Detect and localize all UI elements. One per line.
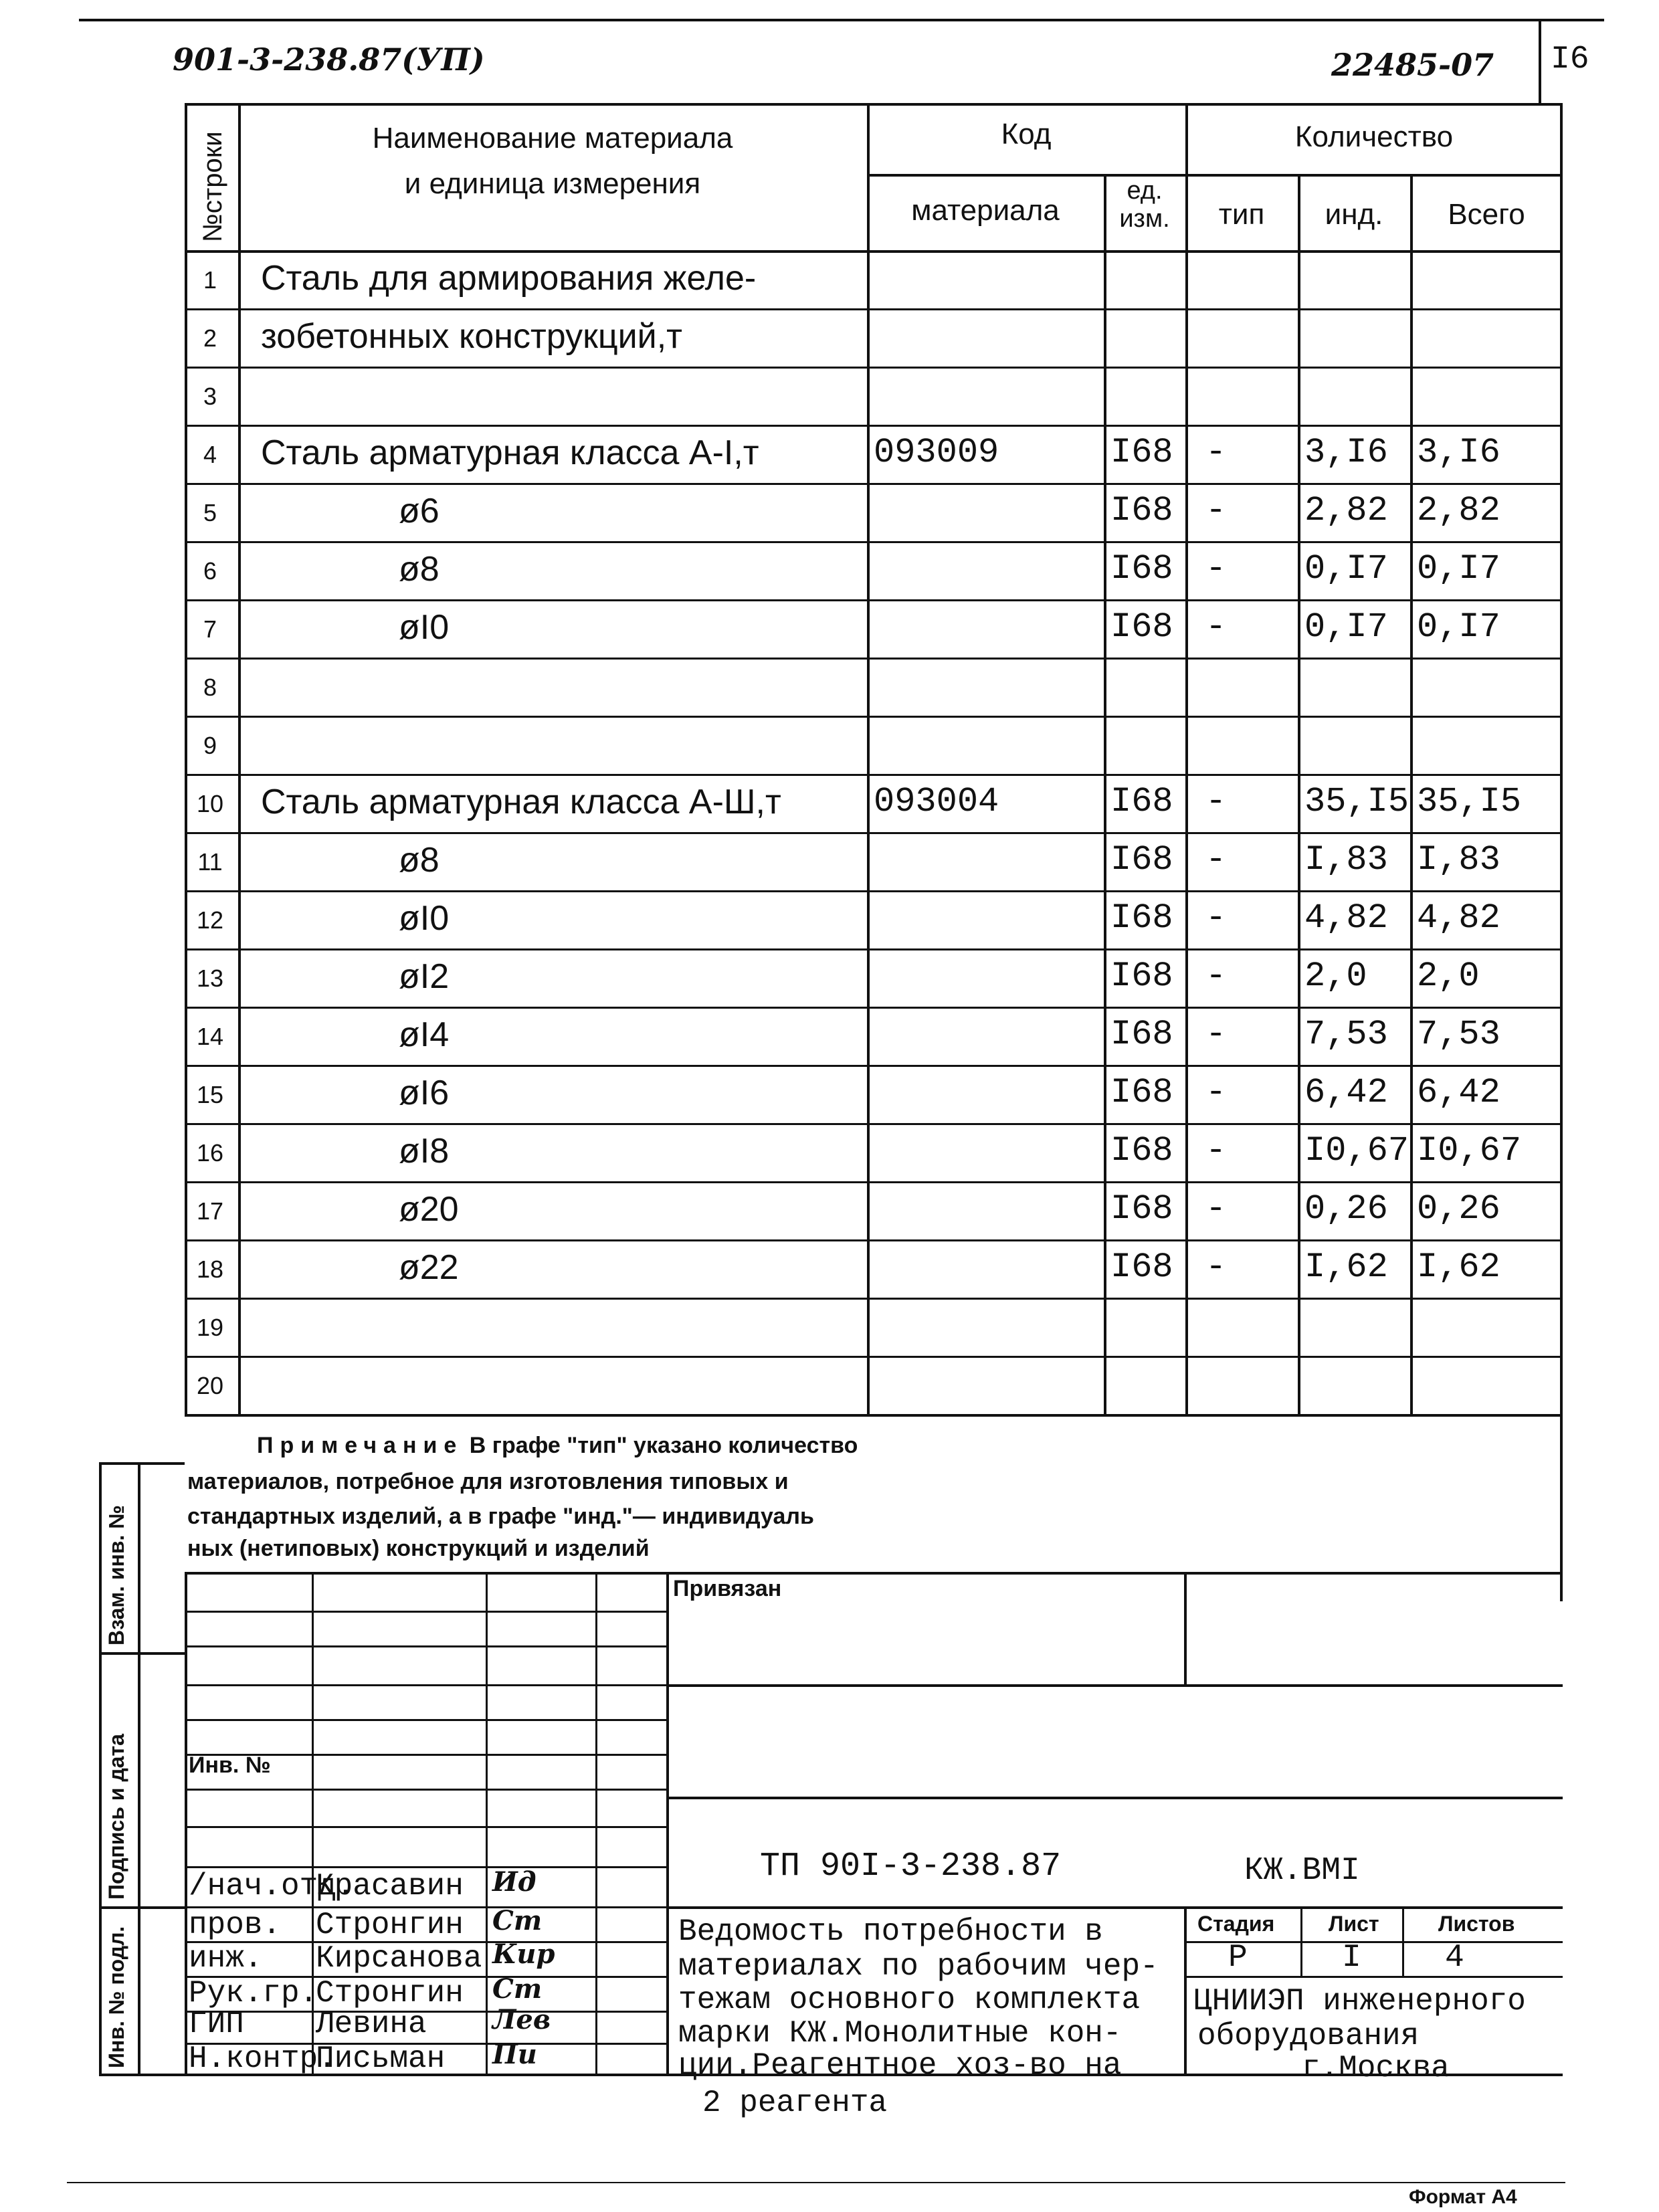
sheet-number-divider — [1539, 19, 1541, 104]
row-number: 10 — [196, 790, 224, 817]
row-material-name: Сталь арматурная класса А-Ш,т — [261, 783, 781, 821]
row-qty-ind: I,62 — [1304, 1247, 1388, 1287]
row-qty-ind: 2,82 — [1304, 491, 1388, 530]
organization-line: г.Москва — [1302, 2051, 1450, 2086]
row-unit-code: I68 — [1110, 549, 1173, 589]
row-qty-ind: 7,53 — [1304, 1015, 1388, 1054]
signer-name: Красавин — [316, 1869, 464, 1904]
row-number: 11 — [197, 848, 223, 876]
col-header-code-material: материала — [911, 194, 1060, 227]
sheet-label: Лист — [1329, 1912, 1379, 1936]
note-line4: ных (нетиповых) конструкций и изделий — [187, 1536, 650, 1561]
top-border — [79, 19, 1604, 21]
row-number: 8 — [203, 674, 217, 701]
col-header-qty-total: Всего — [1448, 198, 1525, 231]
row-material-code: 093004 — [874, 782, 999, 821]
sheets-label: Листов — [1438, 1912, 1515, 1936]
row-number: 4 — [203, 441, 217, 468]
row-unit-code: I68 — [1110, 1015, 1173, 1054]
row-material-name: ø8 — [399, 841, 440, 880]
organization-line: ЦНИИЭП инженерного — [1193, 1984, 1526, 2019]
signature: Пи — [492, 2039, 537, 2070]
row-number: 15 — [196, 1081, 224, 1108]
signer-role: Н.контр. — [189, 2041, 336, 2076]
row-qty-total: 2,82 — [1417, 491, 1500, 530]
stage-label: Стадия — [1197, 1912, 1275, 1936]
row-qty-total: 4,82 — [1417, 898, 1500, 938]
row-qty-ind: 4,82 — [1304, 898, 1388, 938]
row-unit-code: I68 — [1110, 491, 1173, 530]
row-qty-total: I,83 — [1417, 840, 1500, 880]
row-qty-type: - — [1205, 433, 1227, 472]
signer-role: Рук.гр. — [189, 1976, 318, 2011]
row-qty-type: - — [1205, 1131, 1227, 1171]
row-qty-type: - — [1205, 782, 1227, 821]
note-line2: материалов, потребное для изготовления типовых и — [187, 1469, 789, 1494]
row-qty-ind: 0,I7 — [1304, 549, 1388, 589]
description-line: ции.Реагентное хоз-во на — [678, 2048, 1122, 2083]
row-qty-type: - — [1205, 898, 1227, 938]
row-material-code: 093009 — [874, 433, 999, 472]
signature: Ид — [492, 1866, 536, 1898]
row-unit-code: I68 — [1110, 433, 1173, 472]
row-unit-code: I68 — [1110, 957, 1173, 996]
row-number: 19 — [196, 1314, 224, 1341]
row-qty-ind: 0,26 — [1304, 1189, 1388, 1229]
signer-name: Левина — [316, 2007, 427, 2041]
row-material-name: øI8 — [399, 1132, 450, 1171]
row-unit-code: I68 — [1110, 898, 1173, 938]
signature: Ст — [492, 1905, 543, 1936]
row-material-name: ø8 — [399, 550, 440, 589]
row-number: 9 — [203, 732, 217, 759]
row-number: 14 — [196, 1023, 224, 1050]
signer-role: пров. — [189, 1908, 282, 1942]
note-lead: Примечание — [257, 1433, 464, 1458]
row-unit-code: I68 — [1110, 1247, 1173, 1287]
row-qty-total: 0,I7 — [1417, 549, 1500, 589]
row-qty-type: - — [1205, 840, 1227, 880]
row-material-name: øI0 — [399, 608, 450, 647]
row-qty-total: 7,53 — [1417, 1015, 1500, 1054]
row-qty-ind: 35,I5 — [1304, 782, 1409, 821]
row-qty-ind: 6,42 — [1304, 1073, 1388, 1112]
row-material-name: øI4 — [399, 1015, 450, 1054]
doc-code-right: 22485-07 — [1331, 47, 1494, 83]
signature: Кир — [492, 1938, 555, 1970]
note-line3: стандартных изделий, а в графе "инд."— индивидуаль — [187, 1504, 814, 1529]
row-number: 13 — [196, 965, 224, 992]
signer-role: ГИП — [189, 2007, 244, 2041]
row-unit-code: I68 — [1110, 1073, 1173, 1112]
row-material-name: ø6 — [399, 492, 440, 530]
note-line1: Примечание В графе "тип" указано количество — [257, 1433, 858, 1458]
row-material-name: øI2 — [399, 957, 450, 996]
inv-no-label: Инв. № — [189, 1752, 271, 1778]
signer-name: Стронгин — [316, 1908, 464, 1942]
col-header-qty-ind: инд. — [1325, 198, 1383, 231]
row-qty-total: 0,I7 — [1417, 607, 1500, 647]
row-number: 18 — [196, 1255, 224, 1283]
col-header-rownum: №строки — [198, 131, 227, 242]
row-unit-code: I68 — [1110, 1189, 1173, 1229]
sheet-value: I — [1342, 1940, 1361, 1976]
project-code: ТП 90I-3-238.87 — [760, 1847, 1062, 1886]
row-qty-ind: I0,67 — [1304, 1131, 1409, 1171]
row-qty-type: - — [1205, 549, 1227, 589]
row-number: 7 — [203, 615, 217, 643]
row-qty-type: - — [1205, 1247, 1227, 1287]
stage-value: Р — [1228, 1940, 1248, 1976]
row-qty-total: 35,I5 — [1417, 782, 1522, 821]
row-number: 20 — [196, 1372, 224, 1399]
side-label-podpis: Подпись и дата — [104, 1734, 128, 1900]
side-label-inv-podl: Инв. № подл. — [104, 1926, 128, 2068]
sheets-value: 4 — [1445, 1940, 1464, 1976]
row-material-name: Сталь арматурная класса А-I,т — [261, 433, 759, 472]
row-number: 17 — [196, 1197, 224, 1225]
col-header-code: Код — [1001, 118, 1052, 150]
row-number: 16 — [196, 1139, 224, 1167]
row-unit-code: I68 — [1110, 1131, 1173, 1171]
row-material-name: зобетонных конструкций,т — [261, 317, 682, 356]
row-unit-code: I68 — [1110, 607, 1173, 647]
sheet-number: I6 — [1551, 41, 1589, 78]
row-material-name: øI0 — [399, 899, 450, 938]
col-header-qty-type: тип — [1218, 198, 1265, 231]
description-line: Ведомость потребности в — [678, 1914, 1103, 1949]
row-material-name: ø22 — [399, 1248, 459, 1287]
signer-name: Письман — [316, 2041, 446, 2076]
format-label: Формат А4 — [1409, 2186, 1517, 2208]
col-header-name-line2: и единица измерения — [404, 167, 701, 200]
row-number: 3 — [203, 383, 217, 410]
signer-role: /нач.отд. — [189, 1869, 355, 1904]
description-line: марки КЖ.Монолитные кон- — [678, 2016, 1122, 2051]
organization-line: оборудования — [1197, 2019, 1420, 2053]
row-number: 2 — [203, 324, 217, 352]
signature: Ст — [492, 1973, 543, 2005]
side-label-vzam: Взам. инв. № — [104, 1505, 128, 1645]
row-number: 6 — [203, 557, 217, 585]
row-qty-ind: 2,0 — [1304, 957, 1367, 996]
description-line: 2 реагента — [702, 2086, 888, 2120]
row-qty-ind: 3,I6 — [1304, 433, 1388, 472]
row-unit-code: I68 — [1110, 840, 1173, 880]
row-material-name: Сталь для армирования желе- — [261, 259, 757, 298]
row-qty-ind: 0,I7 — [1304, 607, 1388, 647]
col-header-qty: Количество — [1294, 120, 1454, 153]
row-qty-total: I0,67 — [1417, 1131, 1522, 1171]
row-qty-total: 0,26 — [1417, 1189, 1500, 1229]
signer-name: Стронгин — [316, 1976, 464, 2011]
col-header-code-unit: ед. изм. — [1119, 177, 1170, 233]
col-header-name-line1: Наименование материала — [372, 122, 733, 155]
row-qty-total: 6,42 — [1417, 1073, 1500, 1112]
row-number: 12 — [196, 906, 224, 934]
row-qty-ind: I,83 — [1304, 840, 1388, 880]
row-number: 5 — [203, 499, 217, 526]
privyazan-label: Привязан — [673, 1576, 782, 1601]
row-qty-type: - — [1205, 957, 1227, 996]
signer-role: инж. — [189, 1941, 263, 1976]
row-qty-type: - — [1205, 491, 1227, 530]
row-number: 1 — [203, 266, 217, 294]
description-line: материалах по рабочим чер- — [678, 1949, 1159, 1984]
row-qty-total: I,62 — [1417, 1247, 1500, 1287]
drawing-mark: КЖ.ВМI — [1244, 1853, 1360, 1889]
row-material-name: ø20 — [399, 1190, 459, 1229]
doc-code-left: 901-3-238.87(УП) — [173, 41, 485, 78]
description-line: тежам основного комплекта — [678, 1983, 1141, 2017]
signer-name: Кирсанова — [316, 1941, 482, 1976]
row-qty-type: - — [1205, 1015, 1227, 1054]
row-qty-type: - — [1205, 607, 1227, 647]
row-qty-type: - — [1205, 1189, 1227, 1229]
row-qty-total: 2,0 — [1417, 957, 1480, 996]
row-qty-total: 3,I6 — [1417, 433, 1500, 472]
row-unit-code: I68 — [1110, 782, 1173, 821]
signature: Лев — [492, 2004, 551, 2035]
row-material-name: øI6 — [399, 1074, 450, 1112]
row-qty-type: - — [1205, 1073, 1227, 1112]
